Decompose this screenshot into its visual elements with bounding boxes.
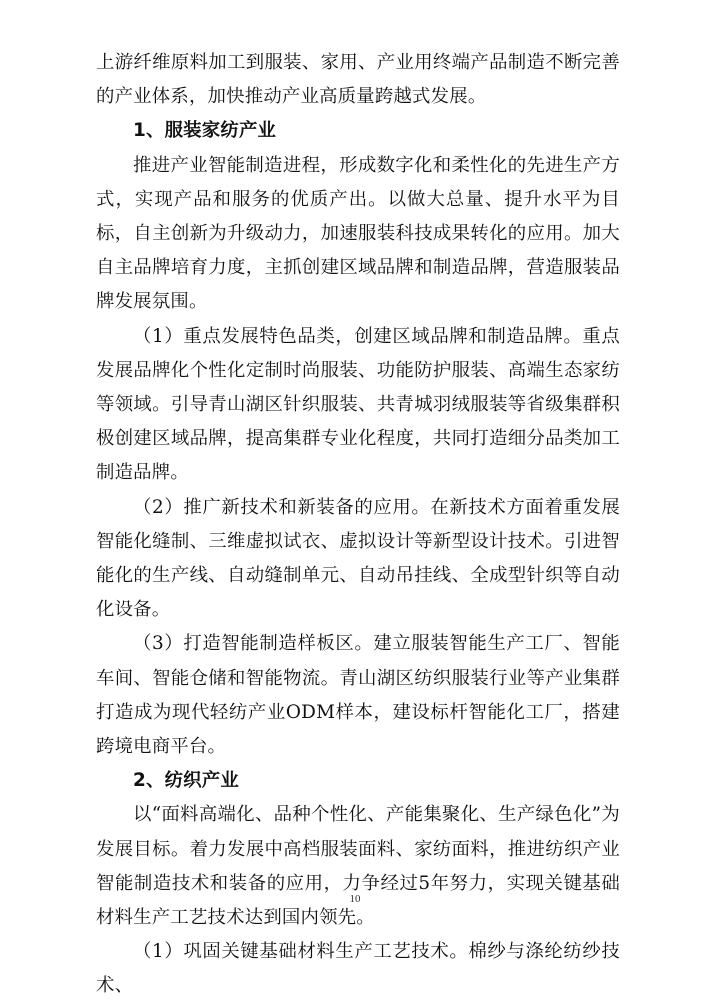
paragraph-continuation: 上游纤维原料加工到服装、家用、产业用终端产品制造不断完善的产业体系，加快推动产业高质量跨越式发展。 [96,52,620,108]
paragraph-textile-intro: 以“面料高端化、品种个性化、产能集聚化、生产绿色化”为发展目标。着力发展中高档服装面料、家纺面料，推进纺织产业智能制造技术和装备的应用，力争经过5年努力，实现关键基础材料生产工艺技术达到国内领先。 [96,804,620,929]
paragraph-apparel-item-2: （2）推广新技术和新装备的应用。在新技术方面着重发展智能化缝制、三维虚拟试衣、虚拟设计等新型设计技术。引进智能化的生产线、自动缝制单元、自动吊挂线、全成型针织等自动化设备。 [96,496,620,621]
section-heading-apparel-home-textile: 1、服装家纺产业 [133,120,277,142]
document-body [96,46,620,1004]
paragraph-apparel-item-3: （3）打造智能制造样板区。建立服装智能生产工厂、智能车间、智能仓储和智能物流。青山湖区纺织服装行业等产业集群打造成为现代轻纺产业ODM样本，建设标杆智能化工厂，搭建跨境电商平台。 [96,633,620,758]
paragraph-apparel-intro: 推进产业智能制造进程，形成数字化和柔性化的先进生产方式，实现产品和服务的优质产出。以做大总量、提升水平为目标，自主创新为升级动力，加速服装科技成果转化的应用。加大自主品牌培育力度，主抓创建区域品牌和制造品牌，营造服装品牌发展氛围。 [96,154,620,313]
section-heading-textile: 2、纺织产业 [133,770,239,792]
paragraph-apparel-item-1: （1）重点发展特色品类，创建区域品牌和制造品牌。重点发展品牌化个性化定制时尚服装、功能防护服装、高端生态家纺等领域。引导青山湖区针织服装、共青城羽绒服装等省级集群积极创建区域品牌，提高集群专业化程度，共同打造细分品类加工制造品牌。 [96,325,620,484]
paragraph-textile-item-1: （1）巩固关键基础材料生产工艺技术。棉纱与涤纶纺纱技术、 [96,941,620,997]
page-number: 10 [349,893,361,905]
